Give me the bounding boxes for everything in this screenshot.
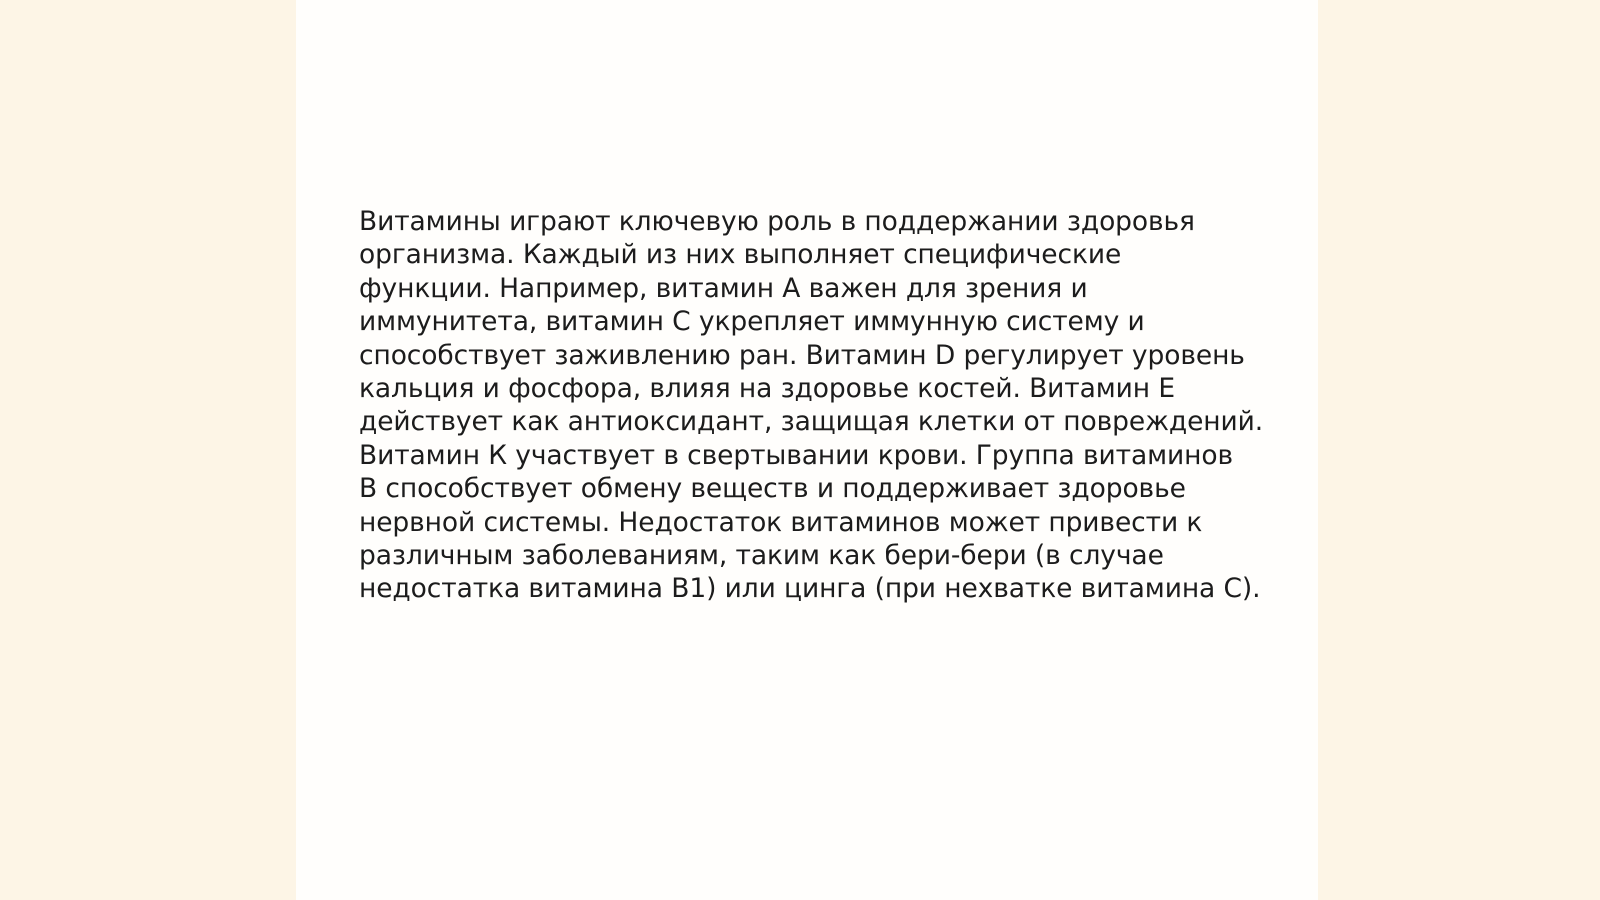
- paragraph-line: Витамины играют ключевую роль в поддержании здоровья: [359, 206, 1195, 237]
- paragraph-line: кальция и фосфора, влияя на здоровье костей. Витамин Е: [359, 373, 1175, 405]
- paragraph-line: действует как антиоксидант, защищая клетки от повреждений.: [359, 406, 1264, 438]
- paragraph-line: способствует заживлению ран. Витамин D регулирует уровень: [359, 339, 1245, 371]
- paragraph-line: различным заболеваниям, таким как бери-бери (в случае: [359, 540, 1164, 572]
- paragraph-line: иммунитета, витамин С укрепляет иммунную систему и: [359, 306, 1145, 338]
- paragraph-line: нервной системы. Недостаток витаминов может привести к: [359, 506, 1203, 538]
- paragraph-line: функции. Например, витамин А важен для зрения и: [359, 272, 1088, 304]
- paragraph-line: Витамин К участвует в свертывании крови. Группа витаминов: [359, 439, 1233, 471]
- body-paragraph: [359, 205, 1264, 606]
- paragraph-line: недостатка витамина В1) или цинга (при нехватке витамина С).: [359, 573, 1261, 605]
- document-page: [296, 0, 1318, 900]
- paragraph-line: организма. Каждый из них выполняет специфические: [359, 239, 1122, 271]
- paragraph-line: В способствует обмену веществ и поддерживает здоровье: [359, 473, 1186, 505]
